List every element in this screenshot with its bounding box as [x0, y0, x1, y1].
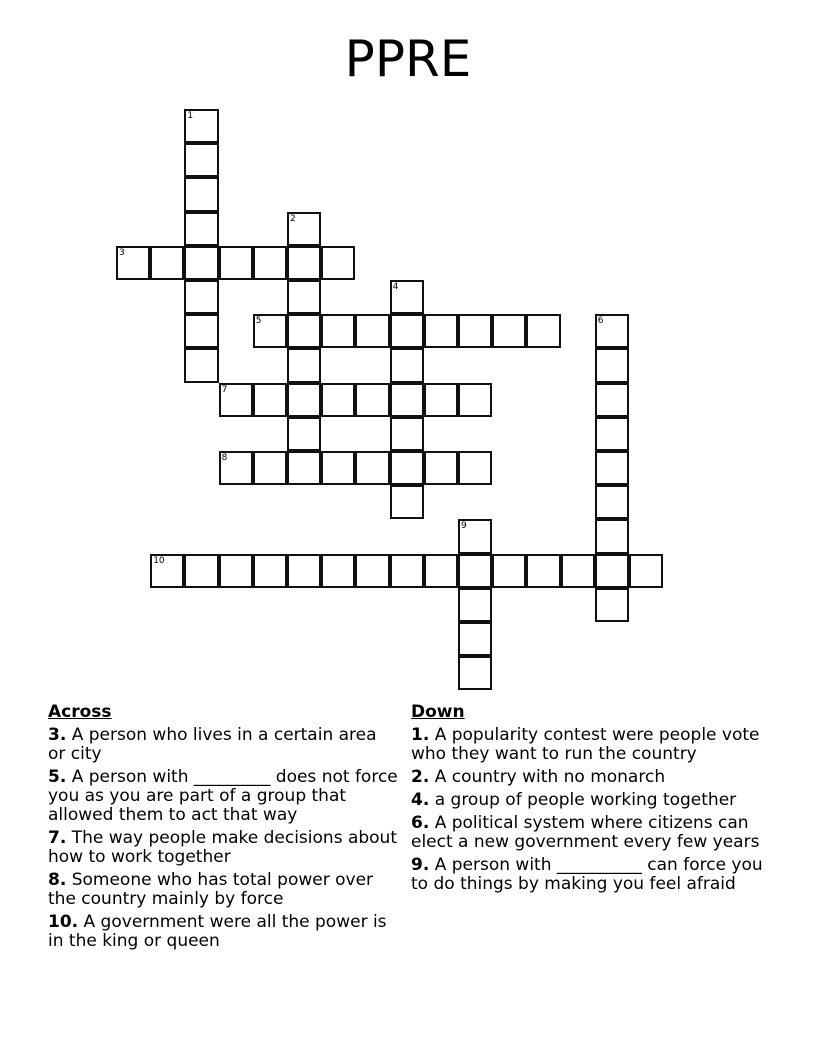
puzzle-title: PPRE [344, 30, 472, 88]
clue-number: 3. [48, 725, 67, 745]
across-heading: Across [48, 702, 112, 722]
grid-cell[interactable] [287, 451, 321, 485]
clue-text: A government were all the power is in the king or queen [48, 912, 387, 951]
grid-cell[interactable] [150, 246, 184, 280]
grid-cell[interactable] [595, 383, 629, 417]
grid-cell[interactable] [184, 143, 218, 177]
grid-cell[interactable] [424, 314, 458, 348]
grid-cell[interactable] [595, 451, 629, 485]
clue-number: 2. [411, 767, 430, 787]
grid-cell[interactable] [287, 383, 321, 417]
grid-cell[interactable] [595, 417, 629, 451]
grid-cell[interactable] [526, 314, 560, 348]
clue-text: A popularity contest were people vote who they want to run the country [411, 725, 760, 764]
clue-number: 8. [48, 870, 67, 890]
grid-cell[interactable] [355, 314, 389, 348]
grid-cell[interactable] [184, 554, 218, 588]
grid-cell[interactable] [219, 554, 253, 588]
clue-down-6 [411, 814, 776, 852]
grid-cell[interactable] [184, 280, 218, 314]
clue-down-1 [411, 726, 776, 764]
grid-cell[interactable] [253, 314, 287, 348]
grid-cell[interactable] [184, 177, 218, 211]
cell-number: 10 [153, 555, 165, 566]
grid-cell[interactable] [116, 246, 150, 280]
grid-cell[interactable] [253, 383, 287, 417]
grid-cell[interactable] [321, 314, 355, 348]
clue-text: A person with _________ does not force you as you are part of a group that allowed them to act that way [48, 767, 398, 825]
grid-cell[interactable] [287, 246, 321, 280]
cell-number: 5 [255, 316, 262, 327]
cell-number: 2 [290, 213, 296, 224]
grid-cell[interactable] [184, 109, 218, 143]
clue-down-4 [411, 791, 776, 810]
grid-cell[interactable] [355, 451, 389, 485]
grid-cell[interactable] [390, 451, 424, 485]
grid-cell[interactable] [287, 348, 321, 382]
cell-number: 8 [221, 453, 228, 463]
grid-cell[interactable] [458, 656, 492, 690]
grid-cell[interactable] [595, 348, 629, 382]
grid-cell[interactable] [390, 383, 424, 417]
cell-number: 6 [597, 316, 604, 327]
grid-cell[interactable] [629, 554, 663, 588]
grid-cell[interactable] [424, 451, 458, 485]
grid-cell[interactable] [595, 314, 629, 348]
clue-down-2 [411, 768, 776, 787]
clue-text: A person with __________ can force you to do things by making you feel afraid [411, 855, 763, 894]
clue-number: 5. [48, 767, 67, 787]
grid-cell[interactable] [595, 588, 629, 622]
clue-text: A person who lives in a certain area or city [48, 725, 377, 764]
grid-cell[interactable] [595, 485, 629, 519]
grid-cell[interactable] [458, 383, 492, 417]
clue-down-9 [411, 856, 776, 894]
cell-number: 1 [187, 111, 194, 121]
grid-cell[interactable] [492, 554, 526, 588]
grid-cell[interactable] [390, 554, 424, 588]
grid-cell[interactable] [424, 554, 458, 588]
grid-cell[interactable] [184, 314, 218, 348]
grid-cell[interactable] [287, 212, 321, 246]
down-heading: Down [411, 702, 465, 722]
grid-cell[interactable] [184, 246, 218, 280]
clue-number: 1. [411, 725, 430, 745]
clue-number: 4. [411, 790, 430, 810]
clue-across-3 [48, 726, 398, 764]
grid-cell[interactable] [458, 314, 492, 348]
cell-number: 3 [119, 247, 125, 258]
down-clues [411, 702, 776, 898]
clue-across-7 [48, 829, 398, 867]
clue-text: Someone who has total power over the country mainly by force [48, 870, 374, 909]
grid-cell[interactable] [390, 485, 424, 519]
grid-cell[interactable] [390, 280, 424, 314]
clue-across-8 [48, 871, 398, 909]
grid-cell[interactable] [390, 348, 424, 382]
grid-cell[interactable] [458, 554, 492, 588]
grid-cell[interactable] [287, 280, 321, 314]
grid-cell[interactable] [526, 554, 560, 588]
grid-cell[interactable] [355, 554, 389, 588]
grid-cell[interactable] [219, 451, 253, 485]
grid-cell[interactable] [184, 212, 218, 246]
grid-cell[interactable] [355, 383, 389, 417]
grid-cell[interactable] [287, 417, 321, 451]
clue-text: a group of people working together [429, 790, 737, 810]
grid-cell[interactable] [253, 451, 287, 485]
grid-cell[interactable] [253, 246, 287, 280]
cell-number: 4 [392, 282, 399, 292]
grid-cell[interactable] [287, 314, 321, 348]
clue-text: A country with no monarch [429, 767, 666, 787]
grid-cell[interactable] [321, 554, 355, 588]
grid-cell[interactable] [424, 383, 458, 417]
grid-cell[interactable] [561, 554, 595, 588]
grid-cell[interactable] [458, 588, 492, 622]
grid-cell[interactable] [150, 554, 184, 588]
clue-number: 9. [411, 855, 430, 875]
grid-cell[interactable] [595, 519, 629, 553]
clue-text: A political system where citizens can elect a new government every few years [411, 813, 760, 852]
grid-cell[interactable] [184, 348, 218, 382]
grid-cell[interactable] [595, 554, 629, 588]
grid-cell[interactable] [390, 314, 424, 348]
grid-cell[interactable] [219, 383, 253, 417]
grid-cell[interactable] [458, 451, 492, 485]
across-clues [48, 702, 398, 955]
grid-cell[interactable] [458, 519, 492, 553]
clue-number: 7. [48, 828, 67, 848]
clue-text: The way people make decisions about how to work together [48, 828, 397, 867]
cell-number: 7 [221, 384, 228, 395]
grid-cell[interactable] [287, 554, 321, 588]
cell-number: 9 [461, 521, 467, 532]
grid-cell[interactable] [458, 622, 492, 656]
grid-cell[interactable] [321, 383, 355, 417]
clue-across-5 [48, 768, 398, 825]
clue-across-10 [48, 913, 398, 951]
grid-cell[interactable] [492, 314, 526, 348]
grid-cell[interactable] [219, 246, 253, 280]
clue-number: 10. [48, 912, 79, 932]
grid-cell[interactable] [321, 246, 355, 280]
clue-number: 6. [411, 813, 430, 833]
grid-cell[interactable] [390, 417, 424, 451]
grid-cell[interactable] [253, 554, 287, 588]
grid-cell[interactable] [321, 451, 355, 485]
